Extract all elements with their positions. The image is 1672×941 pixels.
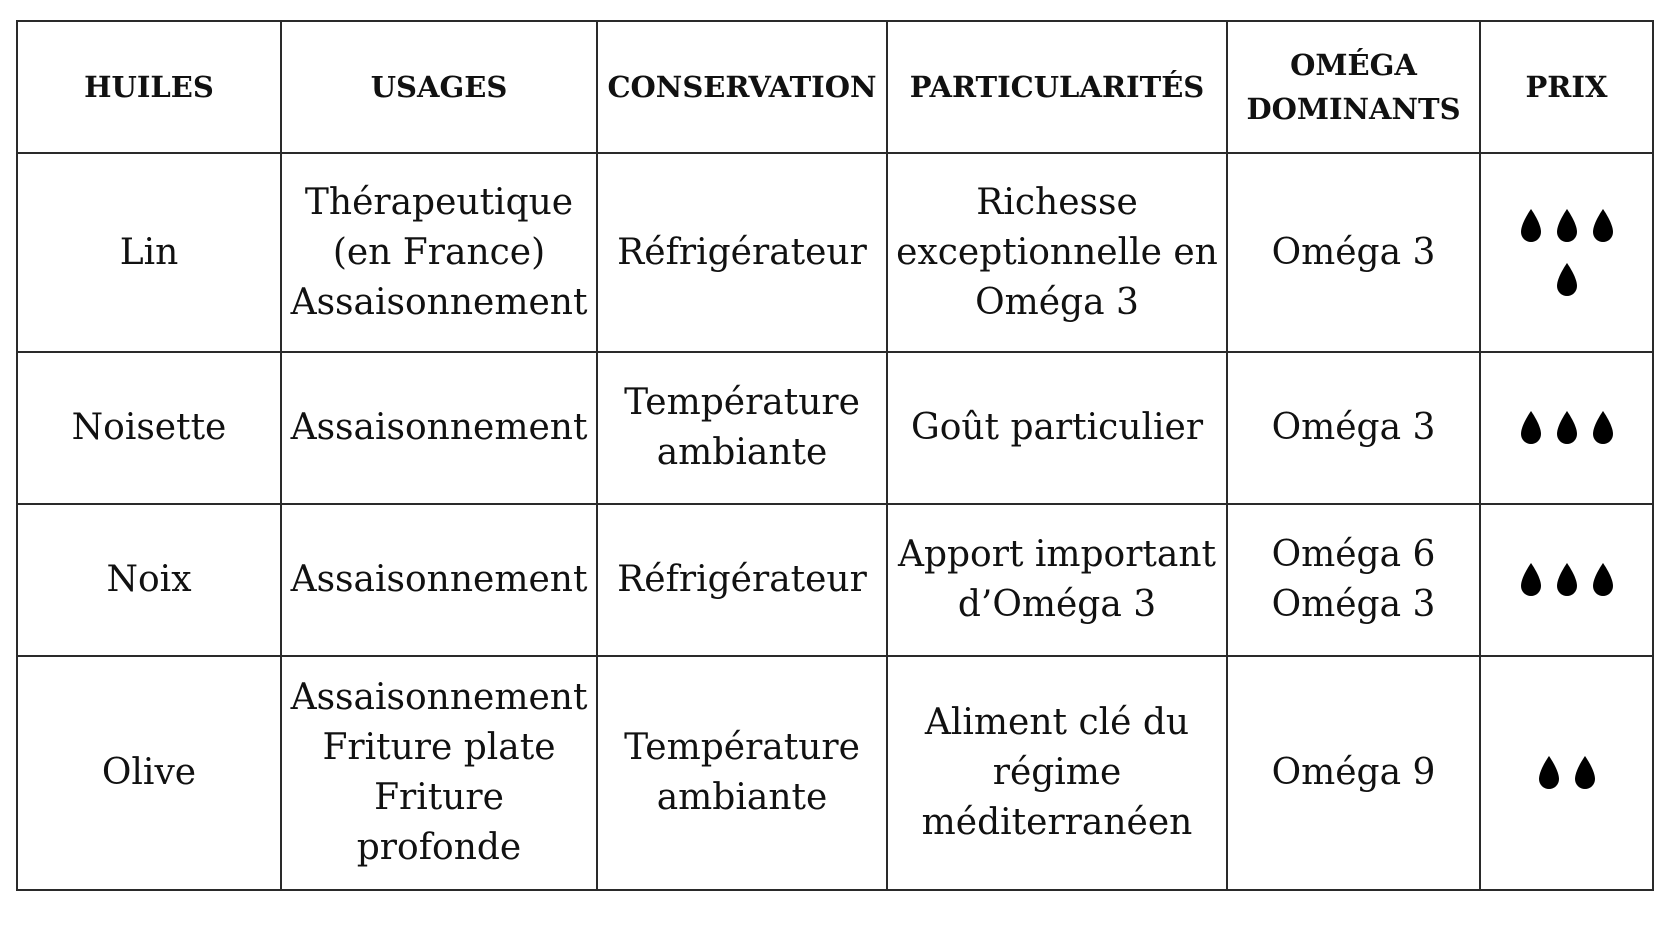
cell-conservation [597, 504, 887, 656]
cell-particularites [887, 656, 1227, 890]
oil-drop-icon [1536, 755, 1562, 791]
price-drops [1512, 755, 1622, 791]
cell-omega [1227, 153, 1480, 352]
cell-omega [1227, 352, 1480, 504]
cell-usages [281, 504, 597, 656]
particularite-line: Aliment clé du [924, 702, 1190, 743]
oil-name: Noix [106, 559, 192, 600]
cell-conservation [597, 656, 887, 890]
cell-particularites [887, 153, 1227, 352]
usage-line: Assaisonnement [290, 407, 588, 448]
particularite-line: régime [992, 752, 1122, 793]
usage-line: (en France) [332, 231, 546, 273]
cell-prix [1480, 504, 1653, 656]
cell-prix [1480, 153, 1653, 352]
cell-usages [281, 656, 597, 890]
oil-drop-icon [1554, 410, 1580, 446]
header-particularites [887, 21, 1227, 153]
header-usages [281, 21, 597, 153]
cell-conservation [597, 153, 887, 352]
omega-line: Oméga 3 [1271, 584, 1436, 625]
oil-drop-icon [1590, 410, 1616, 446]
oil-drop-icon [1554, 562, 1580, 598]
price-drops [1512, 410, 1622, 446]
oil-drop-icon [1518, 208, 1544, 244]
cell-conservation [597, 352, 887, 504]
header-text: HUILES [84, 70, 214, 104]
omega-line: Oméga 9 [1271, 752, 1436, 793]
header-text: PARTICULARITÉS [909, 70, 1205, 104]
usage-line: Thérapeutique [304, 181, 574, 223]
header-conservation [597, 21, 887, 153]
table-row [17, 352, 1653, 504]
header-text: DOMINANTS [1246, 92, 1461, 126]
conservation-line: ambiante [656, 777, 828, 818]
omega-line: Oméga 3 [1271, 231, 1436, 273]
omega-line: Oméga 3 [1271, 407, 1436, 448]
particularite-line: Oméga 3 [975, 281, 1139, 323]
table-row [17, 656, 1653, 890]
cell-particularites [887, 352, 1227, 504]
cell-particularites [887, 504, 1227, 656]
particularite-line: exceptionnelle en [896, 231, 1218, 273]
header-text: CONSERVATION [607, 70, 877, 104]
cell-omega [1227, 504, 1480, 656]
price-drops [1512, 562, 1622, 598]
oil-drop-icon [1572, 755, 1598, 791]
oil-drop-icon [1518, 562, 1544, 598]
oil-name: Lin [119, 231, 179, 273]
particularite-line: Richesse [976, 181, 1138, 223]
cell-usages [281, 153, 597, 352]
oil-drop-icon [1518, 410, 1544, 446]
cell-usages [281, 352, 597, 504]
oil-drop-icon [1554, 208, 1580, 244]
particularite-line: Goût particulier [910, 407, 1204, 448]
header-text: PRIX [1525, 70, 1608, 104]
usage-line: Friture plate [322, 727, 556, 768]
cell-huile [17, 656, 281, 890]
omega-line: Oméga 6 [1271, 534, 1436, 575]
particularite-line: Apport important [897, 534, 1217, 575]
usage-line: Assaisonnement [290, 559, 588, 600]
header-text: OMÉGA [1290, 48, 1417, 82]
usage-line: Friture [374, 777, 504, 818]
particularite-line: d’Oméga 3 [957, 584, 1157, 625]
header-text: USAGES [370, 70, 508, 104]
oil-drop-icon [1554, 262, 1580, 298]
cell-omega [1227, 656, 1480, 890]
cell-huile [17, 504, 281, 656]
conservation-line: Température [624, 727, 860, 768]
header-row [17, 21, 1653, 153]
table-row [17, 153, 1653, 352]
oil-name: Noisette [71, 407, 227, 448]
header-omega-dominants [1227, 21, 1480, 153]
cell-prix [1480, 656, 1653, 890]
conservation-line: Température [624, 382, 860, 423]
oil-drop-icon [1590, 208, 1616, 244]
cell-prix [1480, 352, 1653, 504]
header-huiles [17, 21, 281, 153]
oils-table [16, 20, 1654, 891]
table-row [17, 504, 1653, 656]
oil-drop-icon [1590, 562, 1616, 598]
usage-line: profonde [356, 827, 522, 868]
conservation-line: Réfrigérateur [617, 559, 867, 600]
cell-huile [17, 153, 281, 352]
conservation-line: ambiante [656, 432, 828, 473]
price-drops [1512, 208, 1622, 298]
usage-line: Assaisonnement [290, 281, 588, 323]
header-prix [1480, 21, 1653, 153]
particularite-line: méditerranéen [921, 802, 1193, 843]
cell-huile [17, 352, 281, 504]
conservation-line: Réfrigérateur [617, 231, 867, 273]
oil-name: Olive [101, 752, 197, 793]
usage-line: Assaisonnement [290, 677, 588, 718]
